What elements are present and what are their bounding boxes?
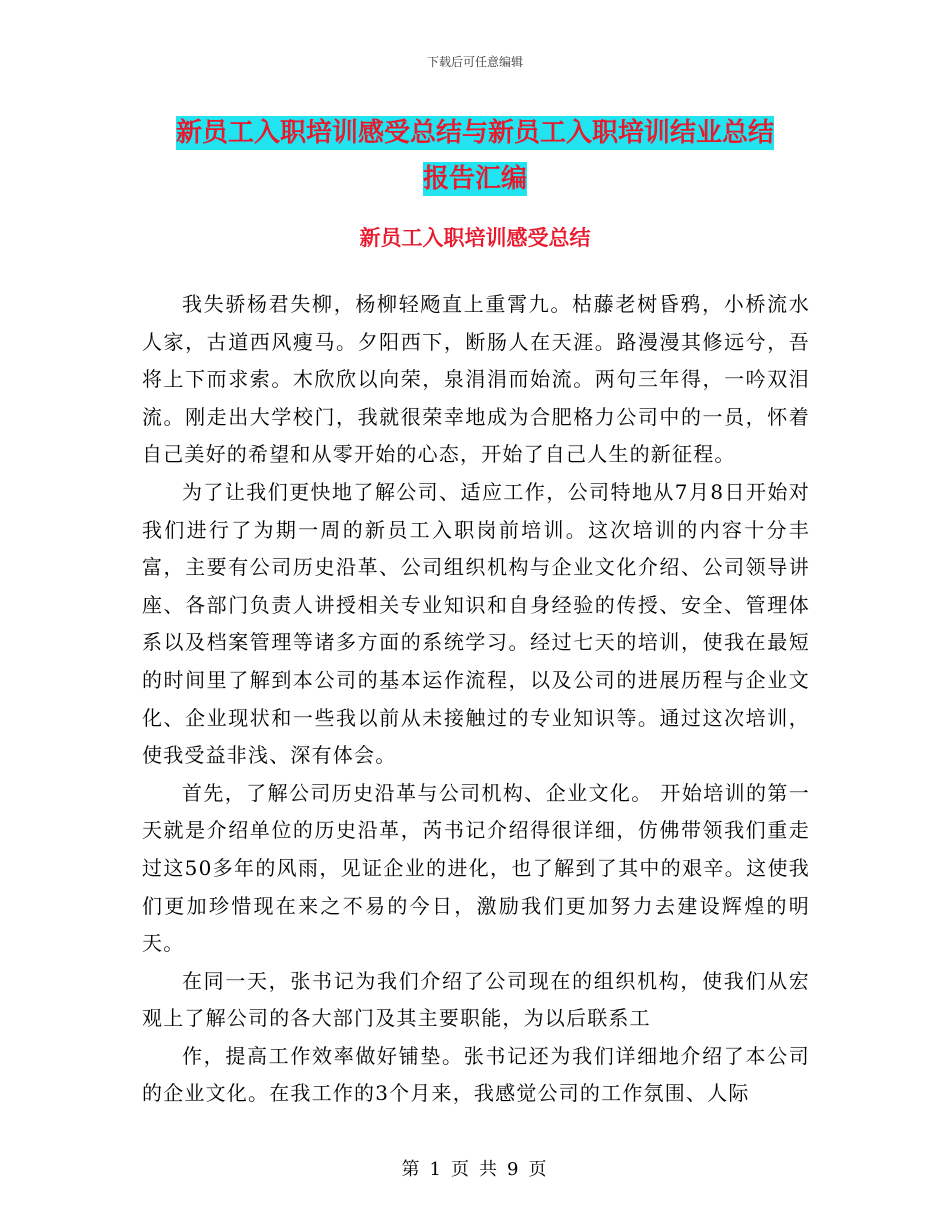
paragraph: 首先，了解公司历史沿革与公司机构、企业文化。 开始培训的第一天就是介绍单位的历史沿革，芮书记介绍得很详细，仿佛带领我们重走过这50多年的风雨，见证企业的进化，也了解到了其中的艰辛。这使我们更加珍惜现在来之不易的今日，激励我们更加努力去建设辉煌的明天。 (142, 780, 810, 956)
page-header-note: 下载后可任意编辑 (426, 55, 523, 69)
document-title (140, 110, 810, 202)
footer-label: 页 (451, 1159, 471, 1180)
paragraph: 作，提高工作效率做好铺垫。张书记还为我们详细地介绍了本公司的企业文化。在我工作的3个月来，我感觉公司的工作氛围、人际 (142, 1043, 810, 1106)
section-title: 新员工入职培训感受总结 (359, 226, 591, 250)
document-body (142, 286, 810, 1113)
footer-label: 页 (528, 1159, 549, 1180)
current-page-number: 1 (429, 1159, 443, 1180)
document-title-line2: 报告汇编 (422, 164, 527, 194)
paragraph: 为了让我们更快地了解公司、适应工作，公司特地从7月8日开始对我们进行了为期一周的新员工入职岗前培训。这次培训的内容十分丰富，主要有公司历史沿革、公司组织机构与企业文化介绍、公司领导讲座、各部门负责人讲授相关专业知识和自身经验的传授、安全、管理体系以及档案管理等诸多方面的系统学习。经过七天的培训，使我在最短的时间里了解到本公司的基本运作流程，以及公司的进展历程与企业文化、企业现状和一些我以前从未接触过的专业知识等。通过这次培训，使我受益非浅、深有体会。 (142, 479, 810, 768)
page-footer (0, 1155, 950, 1181)
total-page-count: 9 (507, 1159, 521, 1180)
footer-label: 共 (479, 1159, 499, 1180)
paragraph: 我失骄杨君失柳，杨柳轻飏直上重霄九。枯藤老树昏鸦，小桥流水人家，古道西风瘦马。夕阳西下，断肠人在天涯。路漫漫其修远兮，吾将上下而求索。木欣欣以向荣，泉涓涓而始流。两句三年得，一吟双泪流。刚走出大学校门，我就很荣幸地成为合肥格力公司中的一员，怀着自己美好的希望和从零开始的心态，开始了自己人生的新征程。 (142, 292, 810, 467)
paragraph: 在同一天，张书记为我们介绍了公司现在的组织机构，使我们从宏观上了解公司的各大部门及其主要职能，为以后联系工 (142, 968, 810, 1031)
document-title-line1: 新员工入职培训感受总结与新员工入职培训结业总结 (175, 118, 774, 148)
footer-label: 第 (401, 1159, 422, 1180)
